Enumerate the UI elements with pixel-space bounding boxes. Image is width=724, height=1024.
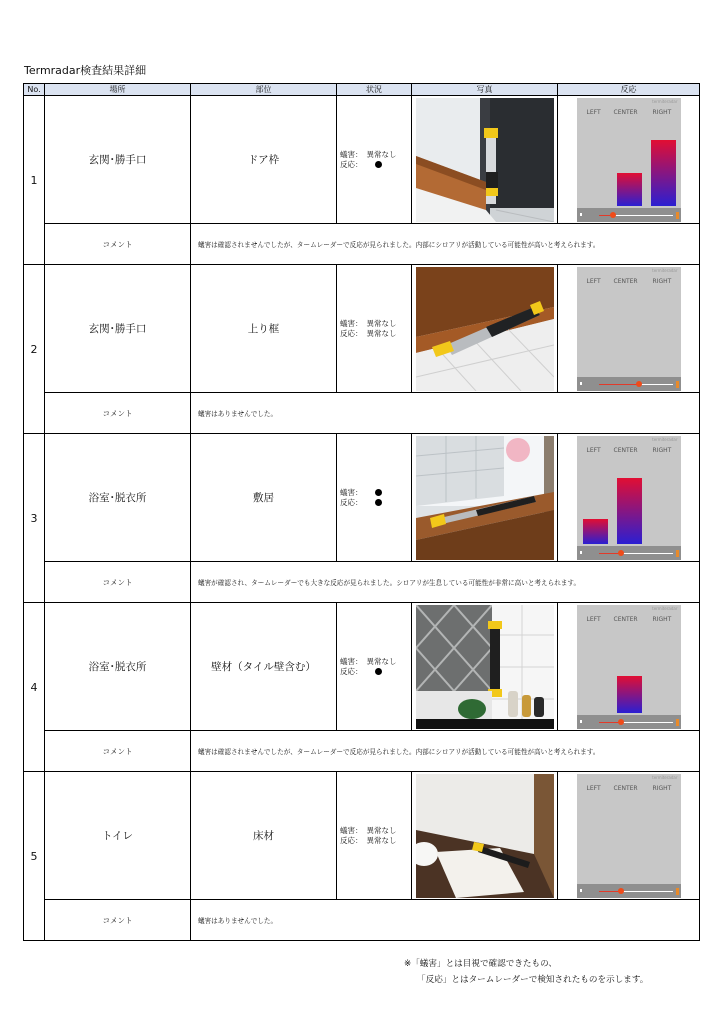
radar-screenshot [577, 605, 681, 729]
speaker-icon [580, 213, 585, 216]
slider-thumb [610, 212, 616, 218]
battery-icon [676, 381, 679, 388]
radar-screenshot [577, 436, 681, 560]
comment-label: コメント [45, 224, 191, 264]
door-frame-sensor-photo [416, 98, 554, 222]
comment-text: 蟻害はありませんでした。 [198, 917, 278, 925]
slider-thumb [618, 719, 624, 725]
radar-screenshot [577, 98, 681, 222]
reaction-status [340, 836, 411, 846]
part-cell: 壁材（タイル壁含む） [191, 603, 337, 730]
radar-label-left: LEFT [586, 108, 601, 116]
reaction-status-value: 異常なし [366, 328, 397, 338]
damage-status-label: 蟻害： [340, 825, 363, 835]
battery-icon [676, 550, 679, 557]
radar-slider [577, 715, 681, 729]
part-cell: 上り框 [191, 265, 337, 392]
part-cell: ドア枠 [191, 96, 337, 223]
radar-label-center: CENTER [613, 784, 638, 792]
header-reaction: 反応 [620, 85, 637, 94]
radar-label-center: CENTER [613, 615, 638, 623]
row-number: 3 [24, 434, 45, 602]
radar-brand: termiteradar [652, 267, 678, 273]
photo-cell [412, 603, 558, 730]
reaction-status-label: 反応： [340, 328, 363, 338]
comment-text: 蟻害はありませんでした。 [198, 410, 278, 418]
slider-fill [599, 384, 640, 385]
comment-label: コメント [45, 900, 191, 940]
reaction-cell [558, 772, 699, 899]
document-title: Termradar検査結果詳細 [24, 64, 147, 77]
comment-text: 蟻害は確認されませんでしたが、タームレーダーで反応が見られました。内部にシロアリが活動している可能性が高いと考えられます。 [198, 748, 600, 756]
photo-cell [412, 96, 558, 223]
reaction-status-dot-icon [375, 161, 382, 168]
reaction-cell [558, 265, 699, 392]
reaction-status [340, 498, 411, 508]
radar-label-left: LEFT [586, 446, 601, 454]
photo-cell [412, 265, 558, 392]
radar-brand: termiteradar [652, 774, 678, 780]
table-row [24, 434, 699, 603]
damage-status [340, 488, 411, 498]
reaction-status-dot-icon [375, 499, 382, 506]
footnote [404, 956, 648, 988]
radar-screenshot [577, 267, 681, 391]
battery-icon [676, 212, 679, 219]
speaker-icon [580, 382, 585, 385]
reaction-status [340, 160, 411, 170]
damage-status [340, 657, 411, 667]
comment-label: コメント [45, 393, 191, 433]
battery-icon [676, 719, 679, 726]
radar-bar-left [583, 519, 608, 544]
radar-label-right: RIGHT [652, 446, 672, 454]
damage-status-label: 蟻害： [340, 318, 363, 328]
battery-icon [676, 888, 679, 895]
location-cell: 浴室･脱衣所 [45, 434, 191, 561]
radar-slider [577, 377, 681, 391]
radar-label-right: RIGHT [652, 277, 672, 285]
location-cell: 玄関･勝手口 [45, 265, 191, 392]
radar-brand: termiteradar [652, 98, 678, 104]
damage-status-dot-icon [375, 489, 382, 496]
damage-status [340, 319, 411, 329]
slider-thumb [618, 550, 624, 556]
location-cell: 玄関･勝手口 [45, 96, 191, 223]
comment-text: 蟻害は確認されませんでしたが、タームレーダーで反応が見られました。内部にシロアリが活動している可能性が高いと考えられます。 [198, 241, 600, 249]
threshold-sensor-photo [416, 436, 554, 560]
comment-text: 蟻害が確認され、タームレーダーでも大きな反応が見られました。シロアリが生息している可能性が非常に高いと考えられます。 [198, 579, 581, 587]
header-status: 状況 [337, 84, 412, 95]
toilet-floor-sensor-photo [416, 774, 554, 898]
reaction-status-label: 反応： [340, 835, 363, 845]
reaction-status-label: 反応： [340, 497, 363, 507]
damage-status-label: 蟻害： [340, 487, 363, 497]
part-cell: 敷居 [191, 434, 337, 561]
header-location: 場所 [45, 84, 191, 95]
table-row [24, 772, 699, 940]
row-number: 1 [24, 96, 45, 264]
radar-label-left: LEFT [586, 784, 601, 792]
damage-status-value: 異常なし [366, 318, 397, 328]
radar-slider [577, 208, 681, 222]
photo-cell [412, 434, 558, 561]
entrance-step-sensor-photo [416, 267, 554, 391]
radar-label-left: LEFT [586, 277, 601, 285]
radar-label-center: CENTER [613, 108, 638, 116]
radar-label-center: CENTER [613, 446, 638, 454]
damage-status-label: 蟻害： [340, 149, 363, 159]
damage-status-value: 異常なし [366, 656, 397, 666]
status-cell [337, 772, 412, 899]
reaction-status [340, 667, 411, 677]
table-row [24, 603, 699, 772]
reaction-cell [558, 603, 699, 730]
header-photo: 写真 [412, 84, 558, 95]
slider-thumb [636, 381, 642, 387]
radar-label-right: RIGHT [652, 784, 672, 792]
radar-bar-right [651, 140, 676, 206]
table-row [24, 265, 699, 434]
radar-brand: termiteradar [652, 436, 678, 442]
header-no: No. [24, 84, 45, 95]
footnote-line-1: ※「蟻害」とは目視で確認できたもの、 [404, 959, 557, 969]
damage-status-value: 異常なし [366, 825, 397, 835]
speaker-icon [580, 551, 585, 554]
header-part: 部位 [191, 84, 337, 95]
table-header [24, 84, 699, 96]
status-cell [337, 265, 412, 392]
reaction-status-label: 反応： [340, 159, 363, 169]
slider-thumb [618, 888, 624, 894]
photo-cell [412, 772, 558, 899]
damage-status [340, 826, 411, 836]
table-row [24, 96, 699, 265]
row-number: 4 [24, 603, 45, 771]
reaction-status-label: 反応： [340, 666, 363, 676]
location-cell: トイレ [45, 772, 191, 899]
location-cell: 浴室･脱衣所 [45, 603, 191, 730]
part-cell: 床材 [191, 772, 337, 899]
status-cell [337, 603, 412, 730]
footnote-line-2: 「反応」とはタームレーダーで検知されたものを示します。 [417, 975, 649, 985]
radar-bar-center [617, 676, 642, 713]
row-number: 2 [24, 265, 45, 433]
radar-brand: termiteradar [652, 605, 678, 611]
radar-label-center: CENTER [613, 277, 638, 285]
reaction-cell [558, 96, 699, 223]
inspection-table [23, 83, 700, 941]
reaction-cell [558, 434, 699, 561]
speaker-icon [580, 889, 585, 892]
status-cell [337, 434, 412, 561]
comment-label: コメント [45, 562, 191, 602]
radar-bar-center [617, 478, 642, 544]
radar-label-right: RIGHT [652, 108, 672, 116]
radar-slider [577, 884, 681, 898]
status-cell [337, 96, 412, 223]
tile-wall-sensor-photo [416, 605, 554, 729]
radar-slider [577, 546, 681, 560]
damage-status-label: 蟻害： [340, 656, 363, 666]
reaction-status-dot-icon [375, 668, 382, 675]
damage-status [340, 150, 411, 160]
radar-label-right: RIGHT [652, 615, 672, 623]
radar-label-left: LEFT [586, 615, 601, 623]
table-body [24, 96, 699, 940]
comment-label: コメント [45, 731, 191, 771]
radar-screenshot [577, 774, 681, 898]
row-number: 5 [24, 772, 45, 940]
damage-status-value: 異常なし [366, 149, 397, 159]
radar-bar-center [617, 173, 642, 206]
reaction-status [340, 329, 411, 339]
reaction-status-value: 異常なし [366, 835, 397, 845]
speaker-icon [580, 720, 585, 723]
